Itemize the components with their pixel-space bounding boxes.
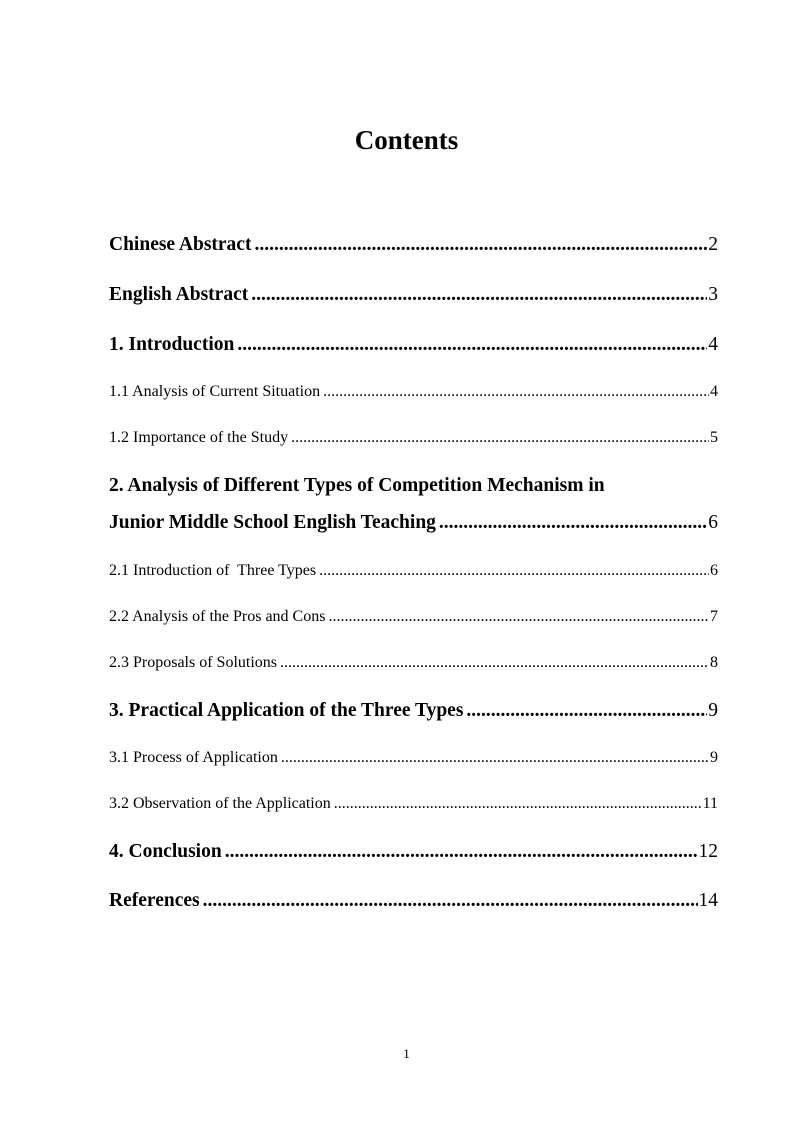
toc-entry-2-1[interactable]: [109, 560, 718, 582]
dot-leader: [280, 652, 709, 674]
dot-leader: [225, 839, 698, 865]
dot-leader: [254, 232, 707, 258]
toc-entry-3-2[interactable]: [109, 793, 718, 815]
toc-entry-chapter-3[interactable]: [109, 698, 718, 724]
toc-entry-1-1[interactable]: [109, 381, 718, 403]
toc-entry-page: 2: [708, 234, 718, 255]
toc-entry-page: 14: [698, 890, 718, 911]
toc-entry-title: 2.3 Proposals of Solutions: [109, 654, 278, 671]
toc-entry-3-1[interactable]: [109, 747, 718, 769]
toc-entry-page: 4: [710, 383, 718, 400]
toc-entry-title: 2.2 Analysis of the Pros and Cons: [109, 608, 326, 625]
toc-entry-page: 8: [710, 654, 718, 671]
dot-leader: [334, 793, 702, 815]
toc-entry-page: 12: [698, 841, 718, 862]
toc-entry-title: 1. Introduction: [109, 334, 235, 355]
toc-entry-page: 7: [710, 608, 718, 625]
page-number: 1: [403, 1046, 410, 1061]
toc-entry-page: 4: [708, 334, 718, 355]
toc-entry-title: English Abstract: [109, 284, 249, 305]
toc-entry-chapter-2[interactable]: [109, 510, 718, 536]
dot-leader: [328, 606, 709, 628]
toc-entry-title: 1.2 Importance of the Study: [109, 429, 289, 446]
toc-entry-conclusion[interactable]: [109, 839, 718, 865]
toc-entry-introduction[interactable]: [109, 332, 718, 358]
toc-entry-page: 6: [710, 562, 718, 579]
toc-entry-2-2[interactable]: [109, 606, 718, 628]
dot-leader: [323, 381, 709, 403]
toc-entry-title: Junior Middle School English Teaching: [109, 512, 436, 533]
toc-entry-page: 9: [708, 700, 718, 721]
dot-leader: [439, 510, 707, 536]
dot-leader: [237, 332, 707, 358]
toc-entry-references[interactable]: [109, 888, 718, 914]
dot-leader: [281, 747, 709, 769]
toc-entry-2-3[interactable]: [109, 652, 718, 674]
toc-entry-1-2[interactable]: [109, 427, 718, 449]
toc-entry-title: Chinese Abstract: [109, 234, 252, 255]
toc-entry-title: 2.1 Introduction of Three Types: [109, 562, 317, 579]
toc-entry-chinese-abstract[interactable]: [109, 232, 718, 258]
dot-leader: [251, 282, 707, 308]
toc-entry-chapter-2-line-1[interactable]: 2. Analysis of Different Types of Competition Mechanism in: [109, 475, 605, 496]
toc-entry-page: 3: [708, 284, 718, 305]
toc-entry-page: 9: [710, 749, 718, 766]
toc-entry-title: 1.1 Analysis of Current Situation: [109, 383, 321, 400]
dot-leader: [291, 427, 709, 449]
dot-leader: [466, 698, 707, 724]
toc-entry-title: 3.2 Observation of the Application: [109, 795, 331, 812]
toc-entry-title: 3. Practical Application of the Three Types: [109, 700, 464, 721]
toc-entry-page: 11: [702, 795, 718, 812]
toc-entry-title: 4. Conclusion: [109, 841, 222, 862]
page-title: Contents: [354, 125, 459, 155]
toc-entry-english-abstract[interactable]: [109, 282, 718, 308]
toc-entry-title: 3.1 Process of Application: [109, 749, 278, 766]
dot-leader: [203, 888, 698, 914]
dot-leader: [319, 560, 709, 582]
toc-entry-title: References: [109, 890, 200, 911]
toc-entry-page: 6: [708, 512, 718, 533]
toc-entry-page: 5: [710, 429, 718, 446]
